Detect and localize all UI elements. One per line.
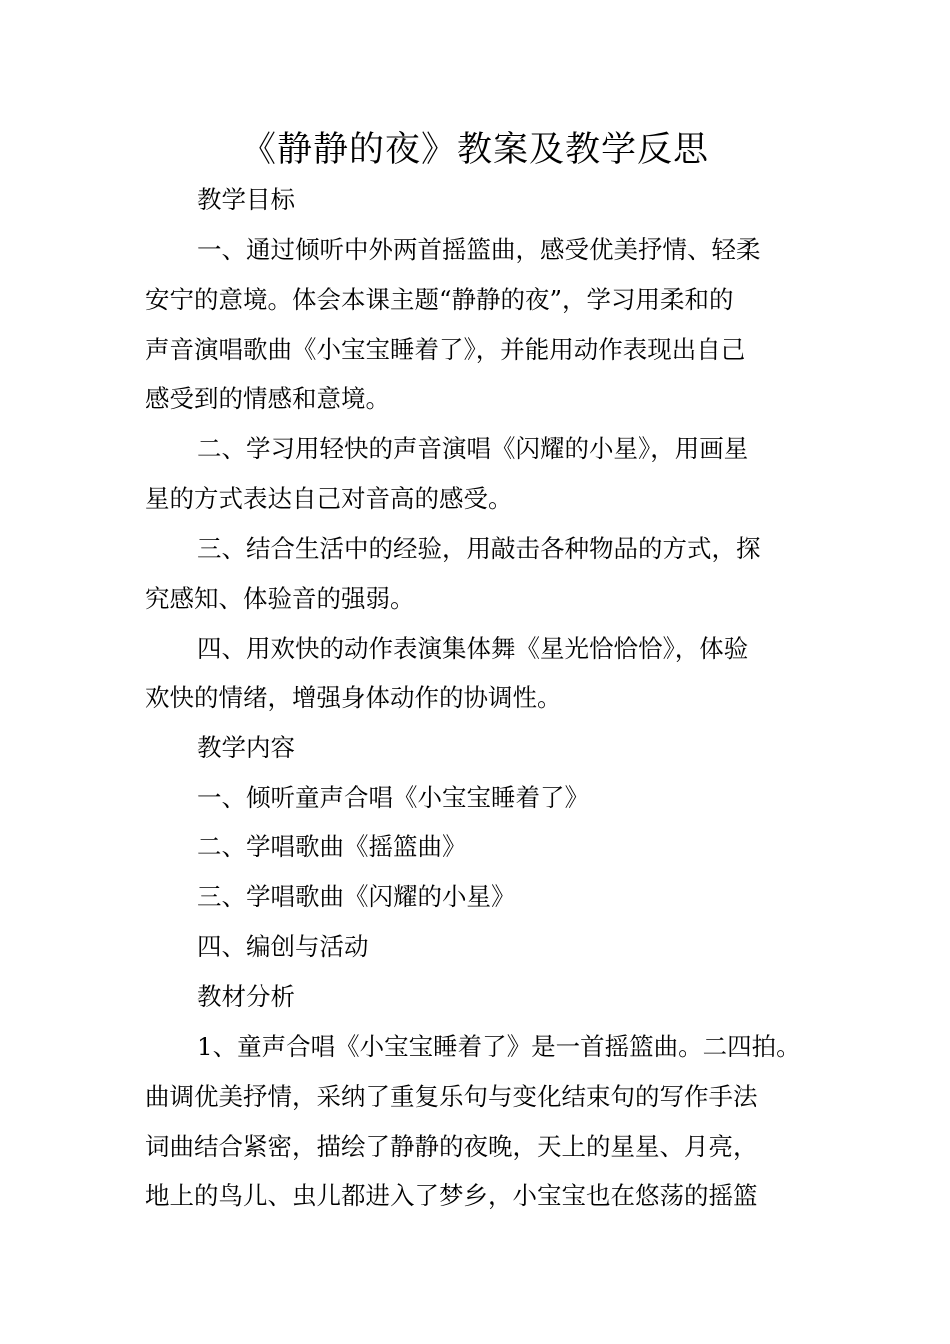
paragraph-line: 究感知、体验音的强弱。 <box>145 584 415 613</box>
paragraph-line: 星的方式表达自己对音高的感受。 <box>145 484 513 513</box>
paragraph-line: 欢快的情绪，增强身体动作的协调性。 <box>145 683 562 712</box>
paragraph-line: 二、学习用轻快的声音演唱《闪耀的小星》，用画星 <box>197 434 749 463</box>
list-item: 三、学唱歌曲《闪耀的小星》 <box>197 882 516 911</box>
paragraph-line: 曲调优美抒情，采纳了重复乐句与变化结束句的写作手法 <box>145 1082 758 1111</box>
paragraph-line: 1、童声合唱《小宝宝睡着了》是一首摇篮曲。二四拍。 <box>197 1032 801 1061</box>
section-heading-teaching-content: 教学内容 <box>197 733 295 762</box>
paragraph-line: 四、用欢快的动作表演集体舞《星光恰恰恰》，体验 <box>197 634 749 663</box>
paragraph-line: 三、结合生活中的经验，用敲击各种物品的方式，探 <box>197 534 761 563</box>
list-item: 一、倾听童声合唱《小宝宝睡着了》 <box>197 783 589 812</box>
paragraph-line: 安宁的意境。体会本课主题“静静的夜”，学习用柔和的 <box>145 285 734 314</box>
list-item: 二、学唱歌曲《摇篮曲》 <box>197 832 467 861</box>
paragraph-line: 地上的鸟儿、虫儿都进入了梦乡，小宝宝也在悠荡的摇篮 <box>145 1181 758 1210</box>
section-heading-material-analysis: 教材分析 <box>197 982 295 1011</box>
paragraph-line: 词曲结合紧密，描绘了静静的夜晚，天上的星星、月亮， <box>145 1132 758 1161</box>
section-heading-teaching-goals: 教学目标 <box>197 185 295 214</box>
document-title: 《静静的夜》教案及教学反思 <box>240 130 709 170</box>
paragraph-line: 声音演唱歌曲《小宝宝睡着了》，并能用动作表现出自己 <box>145 335 746 364</box>
list-item: 四、编创与活动 <box>197 932 369 961</box>
paragraph-line: 感受到的情感和意境。 <box>145 384 390 413</box>
paragraph-line: 一、通过倾听中外两首摇篮曲，感受优美抒情、轻柔 <box>197 235 761 264</box>
